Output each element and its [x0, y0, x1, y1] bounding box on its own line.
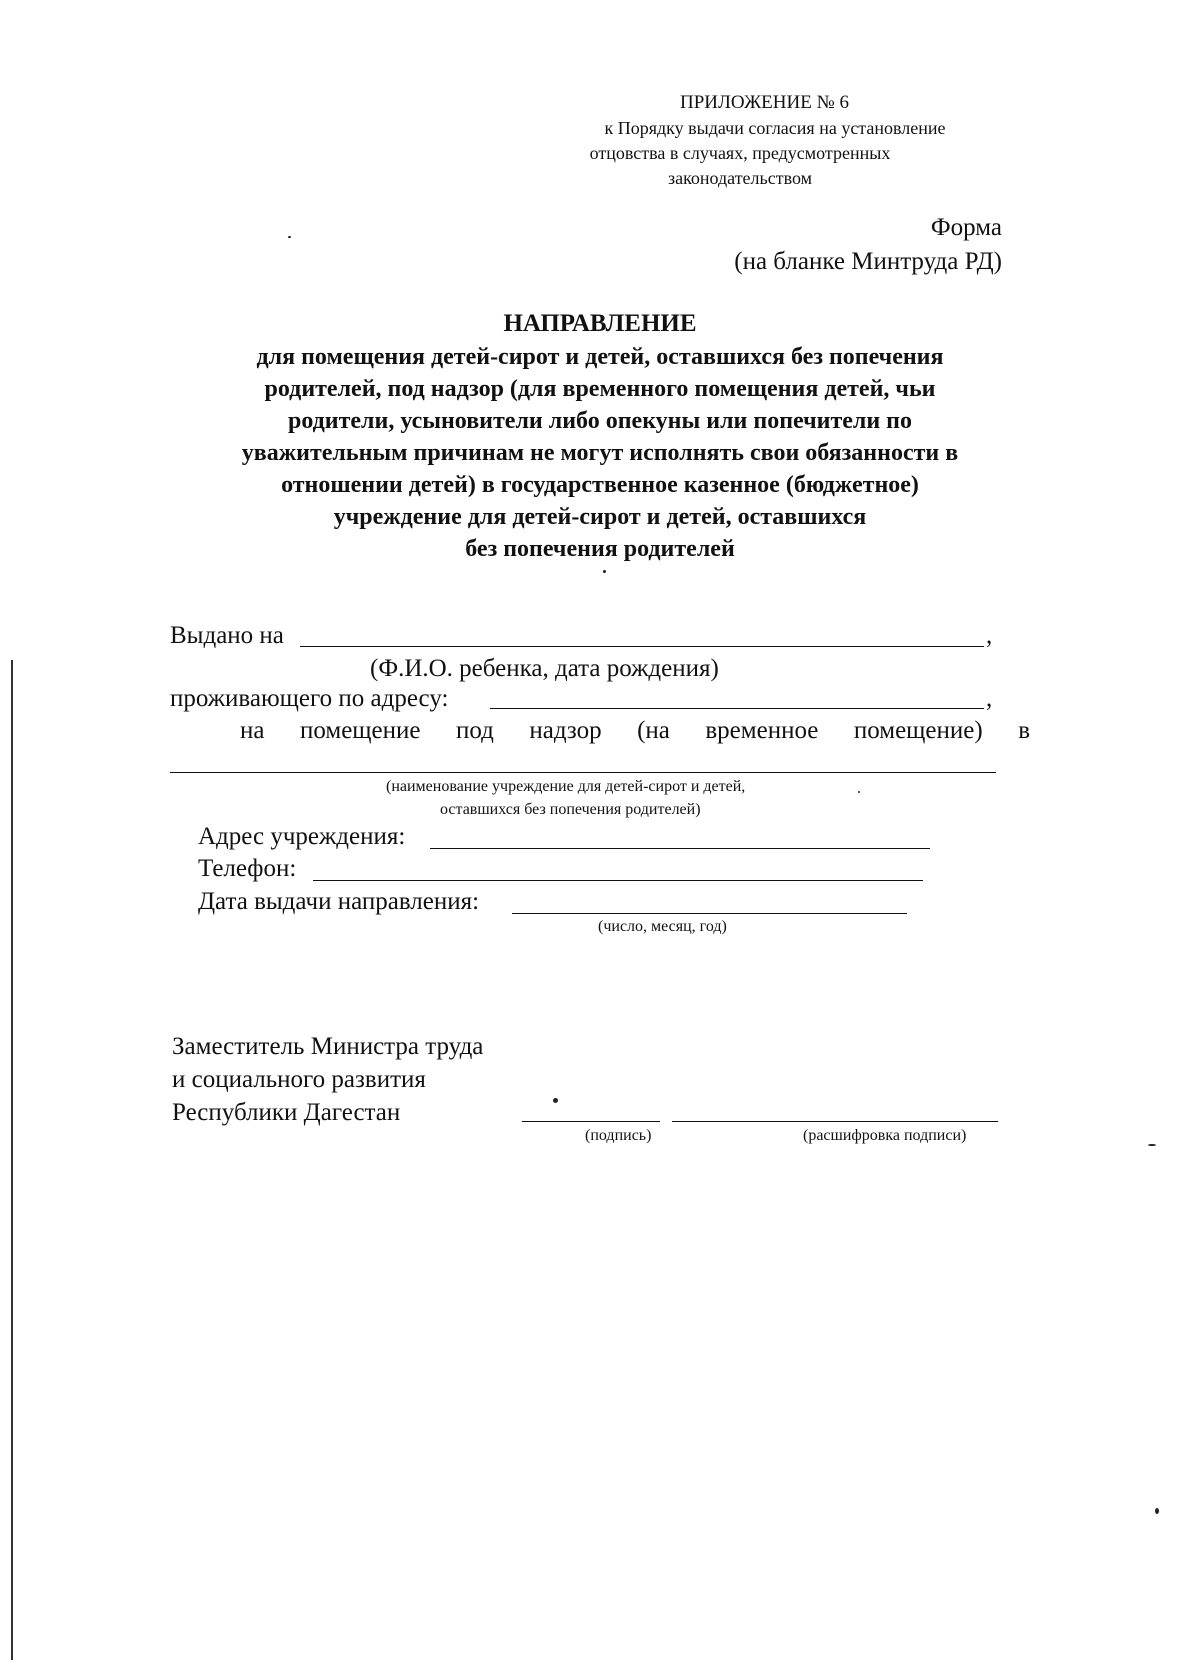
placement-word: на [240, 717, 265, 744]
signatory-position [172, 1030, 483, 1129]
document-title: НАПРАВЛЕНИЕ [503, 310, 697, 337]
signature-field[interactable] [522, 1121, 660, 1122]
subtitle-line: уважительным причинам не могут исполнять свои обязанности в [241, 440, 959, 466]
placement-word: помещение [299, 717, 421, 744]
placement-word: под [455, 717, 494, 744]
signatory-line: Заместитель Министра труда [172, 1033, 484, 1060]
scan-speck [553, 1098, 558, 1103]
date-hint: (число, месяц, год) [598, 918, 727, 935]
issued-to-comma: , [986, 622, 993, 649]
subtitle-line: отношении детей) в государственное казенное (бюджетное) [281, 472, 919, 498]
phone-field[interactable] [313, 880, 923, 881]
placement-text [240, 717, 1030, 745]
signature-decode-field[interactable] [672, 1121, 998, 1122]
signatory-line: и социального развития [172, 1066, 426, 1093]
issued-to-field[interactable] [300, 646, 984, 647]
form-note: (на бланке Минтруда РД) [734, 248, 1002, 275]
issued-to-label: Выдано на [170, 622, 284, 649]
issue-date-field[interactable] [512, 913, 907, 914]
scan-speck [288, 236, 291, 238]
document-subtitle [150, 341, 1050, 565]
scan-speck [858, 791, 860, 793]
scan-speck [603, 570, 606, 573]
child-name-hint: (Ф.И.О. ребенка, дата рождения) [370, 655, 719, 682]
institution-hint-line-2: оставшихся без попечения родителей) [440, 801, 701, 818]
appendix-line-1: к Порядку выдачи согласия на установление [604, 118, 946, 138]
appendix-title: ПРИЛОЖЕНИЕ № 6 [680, 92, 849, 113]
subtitle-line: учреждение для детей-сирот и детей, оставшихся [333, 504, 867, 530]
scan-speck [1148, 1144, 1156, 1146]
institution-address-label: Адрес учреждения: [198, 823, 406, 850]
phone-label: Телефон: [198, 855, 297, 882]
placement-word: надзор [529, 717, 602, 744]
institution-name-field[interactable] [170, 772, 996, 773]
signature-hint: (подпись) [585, 1127, 652, 1144]
appendix-line-2: отцовства в случаях, предусмотренных [589, 143, 891, 163]
placement-word: (на [637, 717, 670, 744]
form-label: Форма [930, 214, 1002, 241]
issue-date-label: Дата выдачи направления: [198, 888, 480, 915]
appendix-line-3: законодательством [667, 168, 813, 188]
subtitle-line: родители, усыновители либо опекуны или попечители по [287, 408, 913, 434]
signature-decode-hint: (расшифровка подписи) [803, 1127, 967, 1144]
address-label: проживающего по адресу: [170, 685, 449, 712]
subtitle-line: для помещения детей-сирот и детей, оставшихся без попечения [256, 344, 944, 370]
institution-hint-line-1: (наименование учреждение для детей-сирот и детей, [386, 778, 746, 795]
scan-edge-line [11, 660, 13, 1660]
placement-word: в [1018, 717, 1030, 744]
placement-word: помещение) [853, 717, 983, 744]
signatory-line: Республики Дагестан [172, 1099, 401, 1126]
address-comma: , [986, 685, 993, 712]
scan-speck [1155, 1508, 1159, 1514]
address-field[interactable] [490, 708, 984, 709]
subtitle-line: родителей, под надзор (для временного помещения детей, чьи [264, 376, 936, 402]
institution-address-field[interactable] [430, 848, 930, 849]
placement-word: временное [705, 717, 819, 744]
subtitle-line: без попечения родителей [465, 536, 735, 562]
